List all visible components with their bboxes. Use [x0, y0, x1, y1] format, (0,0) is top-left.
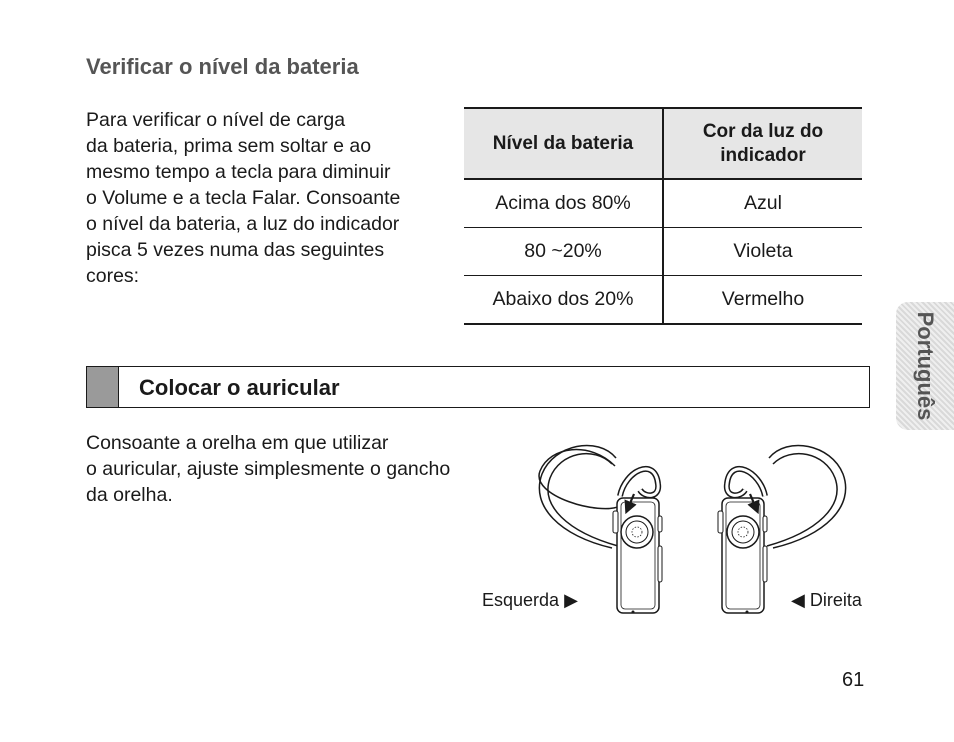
cell-indicator-color: Violeta — [733, 240, 793, 262]
header-indicator-color — [663, 108, 862, 179]
text-line: da bateria, prima sem soltar e ao — [86, 135, 372, 157]
language-side-tab — [896, 302, 954, 430]
text-line: da orelha. — [86, 484, 173, 506]
cell-indicator-color: Vermelho — [721, 288, 805, 310]
text-line: o nível da bateria, a luz do indicador — [86, 213, 400, 235]
table-header-row — [464, 108, 862, 179]
text-line: o auricular, ajuste simplesmente o gancho — [86, 458, 451, 480]
text-line: Para verificar o nível de carga — [86, 109, 346, 131]
text-line: o Volume e a tecla Falar. Consoante — [86, 187, 401, 209]
table-row — [464, 276, 862, 325]
header-battery-level: Nível da bateria — [464, 108, 663, 179]
battery-level-table — [464, 107, 862, 325]
section-marker-block — [87, 367, 119, 407]
language-label: Português — [913, 311, 938, 421]
right-caption — [791, 590, 862, 611]
left-headset-drawing — [539, 445, 662, 613]
right-caption-text: Direita — [809, 590, 862, 610]
cell-battery-level: Acima dos 80% — [464, 179, 663, 228]
battery-instructions — [86, 107, 446, 289]
triangle-right-icon: ▶ — [564, 590, 578, 610]
text-line: cores: — [86, 265, 140, 287]
earpiece-instructions — [86, 430, 506, 508]
text-line: mesmo tempo a tecla para diminuir — [86, 161, 391, 183]
left-caption — [482, 590, 578, 611]
section-heading-bar — [86, 366, 870, 408]
section-heading-battery: Verificar o nível da bateria — [86, 54, 359, 79]
right-headset-drawing — [718, 445, 846, 613]
header-indicator-color-text: Cor da luz do indicador — [702, 120, 824, 166]
section-heading-earpiece: Colocar o auricular — [139, 375, 340, 400]
text-line: pisca 5 vezes numa das seguintes — [86, 239, 385, 261]
left-caption-text: Esquerda — [482, 590, 560, 610]
page-number: 61 — [842, 669, 865, 691]
table-row — [464, 228, 862, 276]
triangle-left-icon: ◀ — [791, 590, 805, 610]
cell-battery-level: Abaixo dos 20% — [464, 276, 663, 325]
cell-indicator-color: Azul — [744, 192, 782, 214]
cell-battery-level: 80 ~20% — [464, 228, 663, 276]
text-line: Consoante a orelha em que utilizar — [86, 432, 389, 454]
table-row — [464, 179, 862, 228]
